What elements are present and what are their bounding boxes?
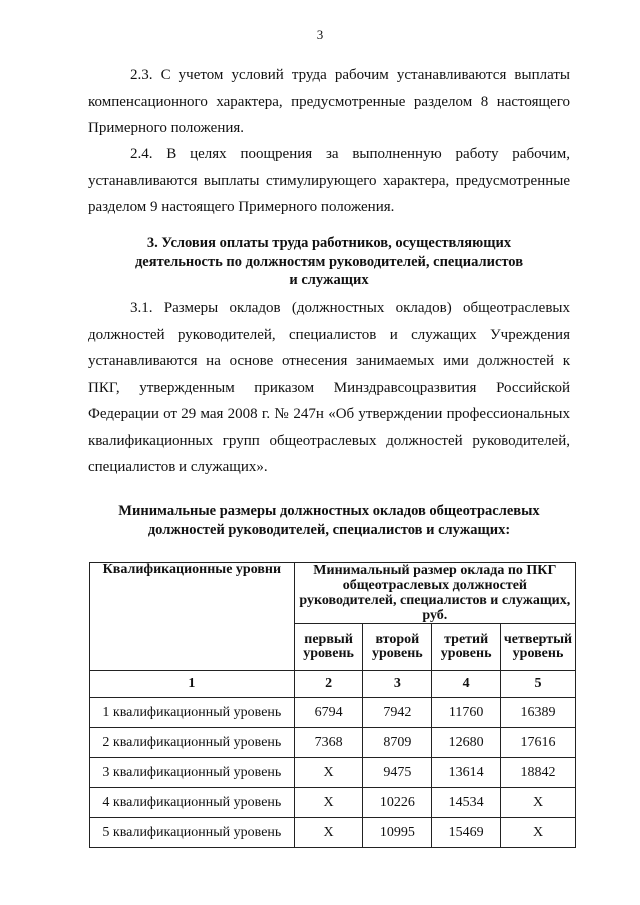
table-row: [90, 728, 576, 758]
column-header-level: второй уровень: [363, 624, 432, 671]
salary-cell: 7368: [294, 728, 363, 758]
paragraph-2-4: 2.4. В целях поощрения за выполненную работу рабочим, устанавливаются выплаты стимулирующего характера, предусмотренные разделом 9 настоящего Примерного положения.: [88, 146, 570, 215]
salary-cell: 13614: [432, 758, 501, 788]
salary-cell: 12680: [432, 728, 501, 758]
qualification-level: 1 квалификационный уровень: [90, 698, 295, 728]
salary-cell: Х: [294, 818, 363, 848]
qualification-level: 4 квалификационный уровень: [90, 788, 295, 818]
table-row: [90, 758, 576, 788]
page-number: 3: [316, 27, 324, 42]
salary-cell: Х: [294, 758, 363, 788]
salary-cell: 10226: [363, 788, 432, 818]
column-number: 2: [294, 671, 363, 698]
section-heading: [88, 234, 570, 290]
column-header-level: четвертый уровень: [501, 624, 576, 671]
salary-cell: Х: [294, 788, 363, 818]
salary-table: [89, 562, 576, 848]
salary-cell: 11760: [432, 698, 501, 728]
table-row: [90, 788, 576, 818]
salary-cell: 6794: [294, 698, 363, 728]
salary-cell: 15469: [432, 818, 501, 848]
table-row: [90, 698, 576, 728]
qualification-level: 2 квалификационный уровень: [90, 728, 295, 758]
section-heading-line: и служащих: [289, 272, 369, 288]
salary-cell: 7942: [363, 698, 432, 728]
table-title: [88, 502, 570, 539]
qualification-level: 3 квалификационный уровень: [90, 758, 295, 788]
column-header-levels: Квалификационные уровни: [90, 563, 295, 671]
paragraph-2-3: 2.3. С учетом условий труда рабочим устанавливаются выплаты компенсационного характера, предусмотренные разделом 8 настоящего Примерного положения.: [88, 67, 570, 136]
table-title-line: Минимальные размеры должностных окладов общеотраслевых: [118, 503, 540, 519]
salary-cell: 18842: [501, 758, 576, 788]
salary-cell: 10995: [363, 818, 432, 848]
salary-cell: Х: [501, 818, 576, 848]
column-header-level: первый уровень: [294, 624, 363, 671]
column-header-level: третий уровень: [432, 624, 501, 671]
section-heading-line: 3. Условия оплаты труда работников, осуществляющих: [146, 235, 512, 251]
table-title-line: должностей руководителей, специалистов и служащих:: [147, 521, 511, 538]
paragraph-3-1: 3.1. Размеры окладов (должностных окладов) общеотраслевых должностей руководителей, специалистов и служащих Учреждения устанавливаются на основе отнесения занимаемых ими должностей к ПКГ, утвержденным приказом Минздравсоцразвития Российской Федерации от 29 мая 2008 г. № 247н «Об утверждении профессиональных квалификационных групп общеотраслевых должностей руководителей, специалистов и служащих».: [88, 300, 570, 475]
salary-cell: Х: [501, 788, 576, 818]
column-number: 3: [363, 671, 432, 698]
column-number: 4: [432, 671, 501, 698]
salary-cell: 14534: [432, 788, 501, 818]
salary-cell: 9475: [363, 758, 432, 788]
column-number: 5: [501, 671, 576, 698]
section-heading-line: деятельность по должностям руководителей, специалистов: [134, 253, 524, 270]
salary-cell: 17616: [501, 728, 576, 758]
table-row: [90, 818, 576, 848]
qualification-level: 5 квалификационный уровень: [90, 818, 295, 848]
salary-cell: 8709: [363, 728, 432, 758]
column-header-group: Минимальный размер оклада по ПКГ общеотраслевых должностей руководителей, специалистов и служащих, руб.: [294, 563, 575, 624]
column-number: 1: [90, 671, 295, 698]
salary-cell: 16389: [501, 698, 576, 728]
